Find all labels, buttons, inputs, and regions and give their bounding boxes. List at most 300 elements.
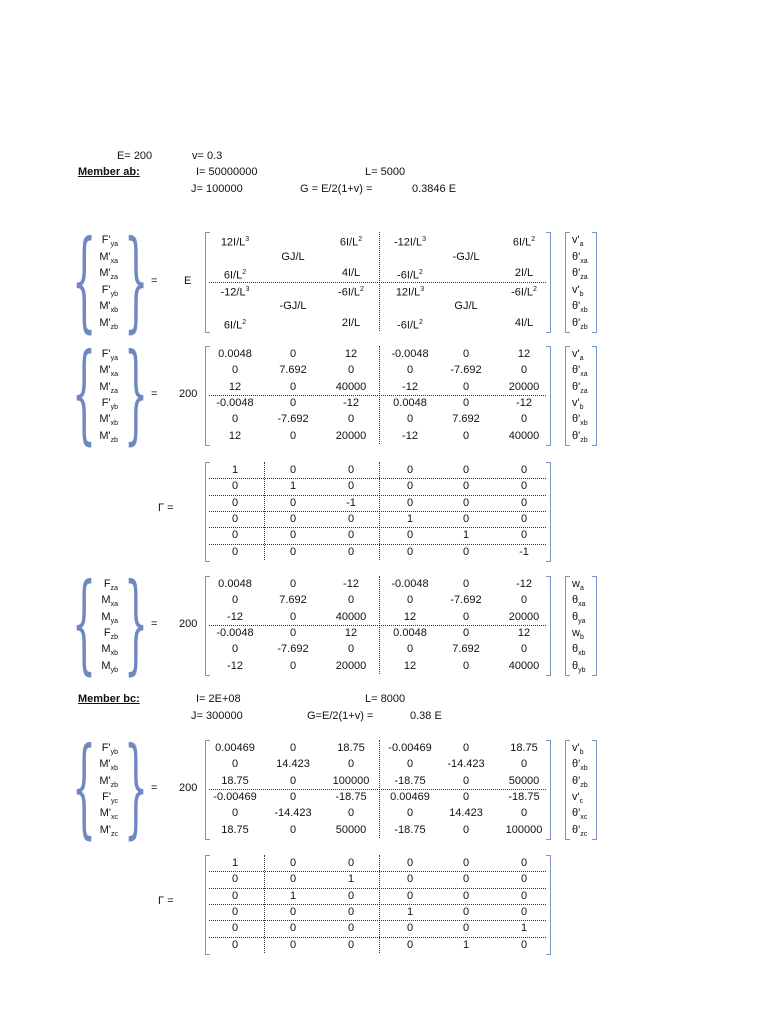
right-vector-bracket-right — [592, 346, 597, 446]
left-brace: { — [72, 725, 97, 850]
matrix-cell: 0 — [406, 413, 414, 426]
matrix-cell: 0 — [289, 529, 297, 542]
scalar-factor: 200 — [179, 387, 198, 400]
right-brace: } — [124, 217, 149, 344]
right-vector-bracket-left — [565, 346, 570, 446]
matrix-cell: 0 — [462, 626, 470, 639]
displacement-vector-entry: $v'_b$ — [572, 742, 584, 757]
displacement-vector-entry: $\theta'_{za}$ — [572, 380, 588, 395]
matrix-cell: 0 — [406, 529, 414, 542]
matrix-cell: 0 — [231, 922, 239, 935]
matrix-bracket-right — [546, 346, 551, 446]
matrix-cell: 40000 — [508, 659, 540, 672]
matrix-cell: 0 — [406, 480, 414, 493]
matrix-cell: 0 — [520, 873, 528, 886]
matrix-cell: 0 — [520, 938, 528, 951]
matrix-cell: 18.75 — [510, 742, 538, 754]
matrix-cell: -12 — [516, 578, 532, 590]
matrix-cell: 0 — [462, 873, 470, 886]
matrix-cell: 0 — [520, 529, 528, 542]
force-vector-entry: $M'_{xc}$ — [99, 807, 118, 822]
force-vector-entry: $M_{xb}$ — [101, 643, 118, 658]
matrix-cell: 0 — [462, 905, 470, 918]
matrix-cell: 0 — [520, 496, 528, 509]
matrix-cell: 0 — [462, 578, 470, 590]
matrix-cell: -GJ/L — [279, 300, 307, 312]
matrix-cell: $-6I/L^2$ — [397, 318, 423, 332]
matrix-cell: 0 — [289, 545, 297, 558]
matrix-cell: 0 — [289, 429, 297, 442]
matrix-cell: $-6I/L^2$ — [338, 285, 364, 299]
matrix-cell: 0 — [347, 922, 355, 935]
matrix-bracket-left — [205, 462, 210, 562]
matrix-cell: -GJ/L — [452, 250, 480, 263]
matrix-cell: 0 — [520, 413, 528, 426]
matrix-cell: -0.0048 — [391, 348, 429, 360]
right-vector-bracket-left — [565, 576, 570, 676]
matrix-cell: 0 — [462, 857, 470, 869]
partition-line-horizontal — [209, 625, 546, 626]
matrix-cell: 0 — [289, 496, 297, 509]
right-brace: } — [124, 331, 149, 456]
matrix-cell: 0 — [289, 790, 297, 803]
displacement-vector-entry: $\theta'_{xa}$ — [572, 364, 588, 379]
matrix-cell: 0 — [289, 922, 297, 935]
matrix-bracket-right — [546, 576, 551, 676]
matrix-cell: 40000 — [335, 610, 367, 623]
displacement-vector-entry: $\theta'_{za}$ — [572, 267, 588, 282]
matrix-cell: -0.0048 — [216, 626, 254, 639]
displacement-vector-entry: $w_a$ — [572, 578, 584, 593]
matrix-cell: 0 — [462, 496, 470, 509]
right-vector-bracket-right — [592, 740, 597, 840]
matrix-cell: 0 — [520, 512, 528, 525]
gamma-label: Γ = — [158, 894, 174, 907]
matrix-cell: 0 — [520, 905, 528, 918]
matrix-cell: 0 — [462, 512, 470, 525]
matrix-cell: 0 — [520, 480, 528, 493]
force-vector-entry: $M_{yb}$ — [101, 659, 118, 674]
matrix-cell: 0 — [231, 873, 239, 886]
matrix-cell: 0 — [406, 922, 414, 935]
partition-line-horizontal — [209, 789, 546, 790]
equals-sign: = — [151, 617, 158, 630]
matrix-cell: 0 — [406, 545, 414, 558]
matrix-cell: 14.423 — [276, 758, 310, 771]
matrix-cell: 12 — [403, 610, 417, 623]
matrix-cell: 0 — [520, 857, 528, 869]
matrix-cell: 0 — [289, 348, 297, 360]
force-vector-entry: $M_{xa}$ — [101, 594, 118, 609]
matrix-cell: 0 — [462, 348, 470, 360]
matrix-cell: $12I/L^3$ — [395, 285, 425, 299]
force-vector-entry: $F_{za}$ — [103, 578, 118, 593]
e-value: E= 200 — [117, 150, 153, 162]
ab-inertia: I= 50000000 — [196, 166, 258, 178]
partition-line-vertical — [379, 576, 380, 674]
force-vector-entry: $M'_{zb}$ — [99, 316, 118, 331]
matrix-cell: -12 — [343, 578, 359, 590]
matrix-cell: 0 — [406, 496, 414, 509]
matrix-cell: 0 — [347, 464, 355, 476]
matrix-cell: 0 — [520, 464, 528, 476]
displacement-vector-entry: $\theta'_{xb}$ — [572, 413, 588, 428]
matrix-cell: 0 — [347, 364, 355, 377]
matrix-cell: 4I/L — [341, 267, 361, 279]
matrix-cell: 0 — [347, 529, 355, 542]
matrix-cell: $-6I/L^2$ — [397, 269, 423, 282]
partition-line-vertical — [379, 346, 380, 444]
matrix-cell: 7.692 — [279, 594, 307, 607]
matrix-cell: 1 — [289, 889, 297, 902]
matrix-cell: 0 — [462, 380, 470, 393]
matrix-bracket-left — [205, 576, 210, 676]
displacement-vector-entry: $\theta_{ya}$ — [572, 610, 586, 625]
matrix-cell: 0 — [406, 889, 414, 902]
matrix-cell: -14.423 — [447, 758, 485, 771]
displacement-vector-entry: $v'_c$ — [572, 790, 584, 806]
equals-sign: = — [151, 781, 158, 794]
matrix-cell: 1 — [347, 873, 355, 886]
matrix-cell: 0.0048 — [393, 626, 427, 639]
matrix-cell: 0 — [289, 857, 297, 869]
matrix-cell: -12 — [402, 429, 418, 442]
matrix-cell: 0 — [406, 938, 414, 951]
matrix-cell: -0.00469 — [388, 742, 432, 754]
partition-line-vertical — [379, 232, 380, 331]
displacement-vector-entry: $w_b$ — [572, 626, 584, 642]
displacement-vector-entry: $\theta'_{zb}$ — [572, 316, 588, 331]
displacement-vector-entry: $\theta'_{zb}$ — [572, 429, 588, 444]
equals-sign: = — [151, 274, 158, 287]
displacement-vector-entry: $\theta_{xa}$ — [572, 594, 586, 609]
matrix-cell: 0 — [347, 512, 355, 525]
matrix-cell: 20000 — [335, 659, 367, 672]
grid-line — [209, 888, 546, 889]
matrix-cell: 12 — [344, 626, 358, 639]
left-brace: { — [72, 561, 97, 686]
grid-line — [209, 495, 546, 496]
partition-line-horizontal — [209, 511, 546, 512]
displacement-vector-entry: $\theta_{yb}$ — [572, 659, 586, 674]
matrix-cell: 18.75 — [221, 774, 249, 787]
displacement-vector-entry: $\theta'_{zb}$ — [572, 774, 588, 789]
displacement-vector-entry: $v'_a$ — [572, 234, 584, 249]
matrix-cell: 1 — [406, 512, 414, 525]
matrix-cell: 100000 — [332, 774, 370, 787]
matrix-cell: $-12/L^3$ — [220, 285, 250, 299]
grid-line — [209, 478, 546, 479]
matrix-cell: 0 — [520, 758, 528, 771]
force-vector-entry: $M'_{za}$ — [99, 267, 118, 282]
matrix-cell: 20000 — [508, 610, 540, 623]
right-brace: } — [124, 561, 149, 686]
bc-g-value: 0.38 E — [410, 710, 442, 722]
displacement-vector-entry: $\theta'_{zc}$ — [572, 823, 588, 838]
matrix-bracket-left — [205, 232, 210, 333]
matrix-cell: 0 — [347, 905, 355, 918]
matrix-cell: 0 — [289, 938, 297, 951]
displacement-vector-entry: $\theta'_{xb}$ — [572, 300, 588, 315]
member-ab-title: Member ab: — [78, 166, 140, 178]
displacement-vector-entry: $v'_b$ — [572, 396, 584, 412]
matrix-cell: 0 — [520, 643, 528, 656]
equals-sign: = — [151, 387, 158, 400]
matrix-cell: 0 — [289, 626, 297, 639]
matrix-cell: 1 — [231, 857, 239, 869]
matrix-cell: -12 — [227, 659, 243, 672]
matrix-cell: 20000 — [508, 380, 540, 393]
matrix-cell: GJ/L — [281, 250, 305, 263]
force-vector-entry: $M'_{zc}$ — [99, 823, 118, 838]
force-vector-entry: $M'_{xb}$ — [99, 413, 118, 428]
matrix-cell: 0 — [406, 594, 414, 607]
right-vector-bracket-left — [565, 232, 570, 333]
matrix-cell: 0 — [347, 413, 355, 426]
partition-line-vertical — [379, 740, 380, 838]
matrix-cell: $-6I/L^2$ — [511, 285, 537, 299]
matrix-cell: 0 — [406, 857, 414, 869]
matrix-cell: 100000 — [505, 823, 543, 836]
matrix-cell: 0 — [462, 922, 470, 935]
matrix-cell: 0 — [347, 857, 355, 869]
matrix-cell: 0 — [462, 545, 470, 558]
ab-g-formula: G = E/2(1+v) = — [300, 183, 373, 195]
matrix-cell: -12 — [516, 396, 532, 409]
matrix-cell: 12 — [228, 429, 242, 442]
matrix-cell: 0 — [289, 774, 297, 787]
matrix-cell: 0 — [520, 807, 528, 820]
matrix-cell: 0 — [347, 807, 355, 820]
matrix-cell: 0 — [347, 889, 355, 902]
matrix-cell: 12 — [403, 659, 417, 672]
force-vector-entry: $M'_{za}$ — [99, 380, 118, 395]
matrix-cell: 0 — [462, 774, 470, 787]
matrix-cell: 0 — [406, 807, 414, 820]
force-vector-entry: $F'_{yc}$ — [102, 790, 118, 806]
gamma-label: Γ = — [158, 501, 174, 514]
matrix-cell: 0 — [406, 873, 414, 886]
scalar-factor: 200 — [179, 781, 198, 794]
grid-line — [264, 855, 265, 953]
force-vector-entry: $F'_{yb}$ — [101, 742, 118, 757]
matrix-cell: 0 — [231, 529, 239, 542]
matrix-cell: 1 — [406, 905, 414, 918]
matrix-cell: 0 — [520, 364, 528, 377]
displacement-vector-entry: $\theta'_{xa}$ — [572, 250, 588, 265]
matrix-cell: 0 — [289, 659, 297, 672]
matrix-cell: $6I/L^2$ — [512, 236, 536, 249]
matrix-cell: 50000 — [335, 823, 367, 836]
force-vector-entry: $M_{ya}$ — [101, 610, 118, 625]
matrix-cell: 2I/L — [514, 267, 534, 279]
matrix-cell: 0.00469 — [215, 742, 255, 754]
matrix-cell: $6I/L^2$ — [339, 236, 363, 249]
matrix-cell: 0 — [462, 464, 470, 476]
force-vector-entry: $F_{zb}$ — [103, 626, 118, 642]
matrix-cell: 0 — [289, 823, 297, 836]
matrix-cell: 0 — [289, 512, 297, 525]
matrix-cell: 0 — [462, 742, 470, 754]
matrix-bracket-right — [546, 232, 551, 333]
matrix-cell: 0.0048 — [393, 396, 427, 409]
matrix-cell: 0 — [289, 380, 297, 393]
force-vector-entry: $M'_{xa}$ — [99, 364, 118, 379]
matrix-cell: -12 — [227, 610, 243, 623]
matrix-cell: 0 — [289, 578, 297, 590]
matrix-cell: 7.692 — [452, 643, 480, 656]
matrix-cell: 0 — [347, 545, 355, 558]
right-vector-bracket-left — [565, 740, 570, 840]
matrix-cell: -1 — [519, 545, 529, 558]
right-vector-bracket-right — [592, 576, 597, 676]
matrix-cell: 0 — [289, 610, 297, 623]
matrix-cell: 1 — [289, 480, 297, 493]
matrix-cell: $6I/L^2$ — [223, 318, 247, 332]
force-vector-entry: $M'_{zb}$ — [99, 429, 118, 444]
matrix-cell: 0 — [289, 742, 297, 754]
matrix-cell: 0 — [231, 364, 239, 377]
matrix-cell: 0 — [231, 413, 239, 426]
matrix-cell: 0 — [347, 643, 355, 656]
ab-g-value: 0.3846 E — [412, 183, 457, 195]
displacement-vector-entry: $v'_b$ — [572, 283, 584, 298]
partition-line-vertical — [379, 462, 380, 560]
matrix-cell: -18.75 — [335, 790, 367, 803]
matrix-cell: 0 — [406, 643, 414, 656]
matrix-cell: -12 — [343, 396, 359, 409]
bc-inertia: I= 2E+08 — [196, 693, 241, 705]
matrix-bracket-left — [205, 740, 210, 840]
matrix-cell: 0 — [231, 512, 239, 525]
matrix-cell: 0 — [462, 610, 470, 623]
partition-line-vertical — [379, 855, 380, 953]
displacement-vector-entry: $\theta_{xb}$ — [572, 643, 586, 658]
matrix-cell: 0 — [462, 396, 470, 409]
matrix-bracket-left — [205, 346, 210, 446]
displacement-vector-entry: $\theta'_{xc}$ — [572, 807, 588, 822]
force-vector-entry: $F'_{yb}$ — [101, 396, 118, 412]
matrix-cell: 0 — [462, 429, 470, 442]
matrix-cell: -18.75 — [394, 823, 426, 836]
force-vector-entry: $M'_{xb}$ — [99, 300, 118, 315]
matrix-cell: 0.0048 — [218, 348, 252, 360]
matrix-cell: 18.75 — [221, 823, 249, 836]
matrix-cell: 0 — [289, 905, 297, 918]
force-vector-entry: $M'_{zb}$ — [99, 774, 118, 789]
ab-torsion-constant: J= 100000 — [191, 183, 243, 195]
matrix-cell: -0.0048 — [391, 578, 429, 590]
matrix-cell: 12 — [344, 348, 358, 360]
grid-line — [209, 544, 546, 545]
matrix-cell: -0.00469 — [213, 790, 257, 803]
matrix-cell: 1 — [462, 938, 470, 951]
right-vector-bracket-right — [592, 232, 597, 333]
partition-line-horizontal — [209, 904, 546, 905]
right-brace: } — [124, 725, 149, 850]
matrix-cell: 0 — [231, 807, 239, 820]
matrix-cell: 0 — [231, 480, 239, 493]
matrix-cell: $12I/L^3$ — [220, 236, 250, 249]
matrix-cell: 4I/L — [514, 316, 534, 329]
force-vector-entry: $F'_{ya}$ — [101, 348, 118, 363]
matrix-cell: -18.75 — [394, 774, 426, 787]
matrix-cell: 0 — [406, 364, 414, 377]
matrix-cell: 2I/L — [341, 316, 361, 329]
matrix-cell: 0 — [462, 889, 470, 902]
matrix-cell: -18.75 — [508, 790, 540, 803]
matrix-cell: 0 — [289, 396, 297, 409]
left-brace: { — [72, 217, 97, 344]
matrix-cell: 20000 — [335, 429, 367, 442]
matrix-cell: -12 — [402, 380, 418, 393]
matrix-cell: 50000 — [508, 774, 540, 787]
matrix-cell: -7.692 — [277, 643, 309, 656]
matrix-cell: 0 — [406, 464, 414, 476]
matrix-cell: 12 — [517, 348, 531, 360]
matrix-cell: 0 — [231, 938, 239, 951]
matrix-cell: 14.423 — [449, 807, 483, 820]
force-vector-entry: $M'_{xa}$ — [99, 250, 118, 265]
matrix-cell: 12 — [517, 626, 531, 639]
matrix-cell: 12 — [228, 380, 242, 393]
matrix-bracket-left — [205, 855, 210, 955]
matrix-cell: 0 — [462, 823, 470, 836]
matrix-cell: 0 — [231, 496, 239, 509]
matrix-cell: 0.00469 — [390, 790, 430, 803]
partition-line-horizontal — [209, 282, 546, 283]
matrix-cell: 1 — [231, 464, 239, 476]
force-vector-entry: $F'_{yb}$ — [101, 283, 118, 298]
matrix-bracket-right — [546, 740, 551, 840]
bc-torsion-constant: J= 300000 — [191, 710, 243, 722]
member-bc-title: Member bc: — [78, 693, 140, 705]
matrix-cell: 0.0048 — [218, 578, 252, 590]
matrix-cell: 0 — [520, 889, 528, 902]
matrix-cell: 0 — [231, 758, 239, 771]
matrix-cell: 0 — [231, 643, 239, 656]
matrix-cell: 1 — [462, 529, 470, 542]
matrix-cell: 0 — [347, 594, 355, 607]
matrix-cell: 1 — [520, 922, 528, 935]
force-vector-entry: $F'_{ya}$ — [101, 234, 118, 249]
grid-line — [209, 937, 546, 938]
matrix-cell: 0 — [462, 480, 470, 493]
grid-line — [209, 527, 546, 528]
matrix-cell: 0 — [231, 545, 239, 558]
matrix-cell: 0 — [231, 889, 239, 902]
matrix-cell: 0 — [406, 758, 414, 771]
scalar-factor: 200 — [179, 617, 198, 630]
matrix-cell: 0 — [231, 594, 239, 607]
matrix-cell: GJ/L — [454, 300, 478, 312]
matrix-cell: 0 — [347, 480, 355, 493]
matrix-bracket-right — [546, 855, 551, 955]
force-vector-entry: $M'_{xb}$ — [99, 758, 118, 773]
matrix-cell: -7.692 — [277, 413, 309, 426]
ab-length: L= 5000 — [365, 166, 406, 178]
partition-line-horizontal — [209, 395, 546, 396]
matrix-cell: -7.692 — [450, 594, 482, 607]
bc-length: L= 8000 — [365, 693, 406, 705]
grid-line — [209, 871, 546, 872]
matrix-cell: -7.692 — [450, 364, 482, 377]
matrix-cell: $6I/L^2$ — [223, 269, 247, 282]
left-brace: { — [72, 331, 97, 456]
matrix-cell: -1 — [346, 496, 356, 509]
matrix-cell: 0 — [289, 873, 297, 886]
matrix-cell: $-12I/L^3$ — [393, 236, 427, 249]
